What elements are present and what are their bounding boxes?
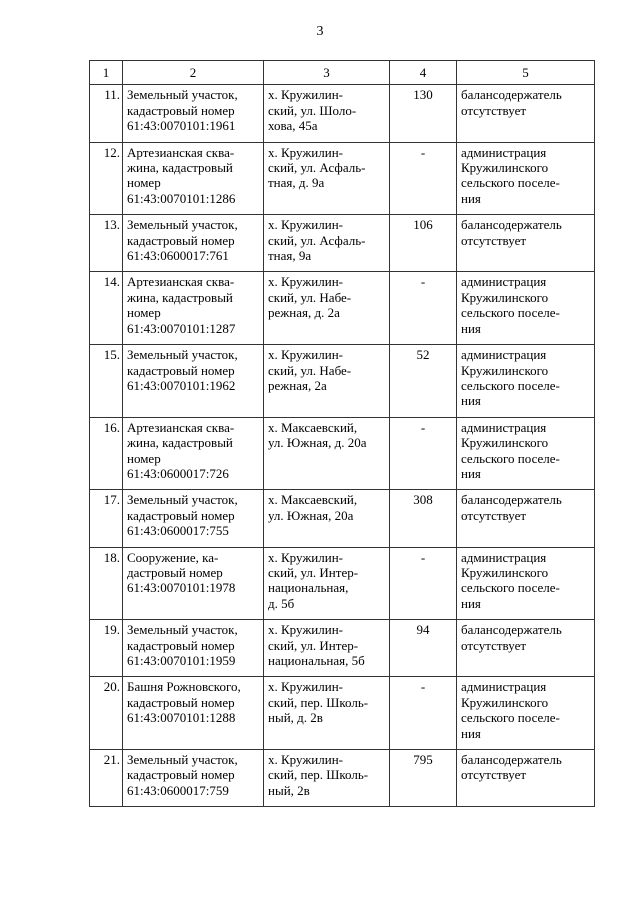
object-description: Земельный участок, кадастровый номер 61:43:0600017:755	[123, 490, 264, 547]
table-row	[90, 490, 595, 547]
object-address: х. Кружилин- ский, пер. Школь- ный, 2в	[264, 750, 390, 807]
object-address: х. Максаевский, ул. Южная, 20а	[264, 490, 390, 547]
object-area: -	[390, 142, 457, 215]
row-number: 21.	[90, 750, 123, 807]
row-number: 18.	[90, 547, 123, 620]
object-description: Земельный участок, кадастровый номер 61:43:0600017:759	[123, 750, 264, 807]
column-header: 4	[390, 61, 457, 85]
row-number: 17.	[90, 490, 123, 547]
table-row	[90, 272, 595, 345]
balance-holder: администрация Кружилинского сельского поселе- ния	[457, 547, 595, 620]
header-row	[90, 61, 595, 85]
table-row	[90, 547, 595, 620]
balance-holder: администрация Кружилинского сельского поселе- ния	[457, 417, 595, 490]
balance-holder: балансодержатель отсутствует	[457, 215, 595, 272]
object-area: -	[390, 547, 457, 620]
object-address: х. Кружилин- ский, пер. Школь- ный, д. 2в	[264, 677, 390, 750]
object-description: Земельный участок, кадастровый номер 61:43:0070101:1962	[123, 345, 264, 418]
object-description: Артезианская сква- жина, кадастровый номер 61:43:0600017:726	[123, 417, 264, 490]
object-area: 94	[390, 620, 457, 677]
balance-holder: балансодержатель отсутствует	[457, 750, 595, 807]
object-area: 130	[390, 85, 457, 142]
balance-holder: администрация Кружилинского сельского поселе- ния	[457, 272, 595, 345]
table-body	[90, 61, 595, 807]
object-address: х. Кружилин- ский, ул. Набе- режная, д. 2а	[264, 272, 390, 345]
table-row	[90, 677, 595, 750]
object-address: х. Максаевский, ул. Южная, д. 20а	[264, 417, 390, 490]
object-description: Земельный участок, кадастровый номер 61:43:0070101:1961	[123, 85, 264, 142]
balance-holder: администрация Кружилинского сельского поселе- ния	[457, 677, 595, 750]
object-address: х. Кружилин- ский, ул. Набе- режная, 2а	[264, 345, 390, 418]
object-area: 52	[390, 345, 457, 418]
row-number: 13.	[90, 215, 123, 272]
object-address: х. Кружилин- ский, ул. Асфаль- тная, 9а	[264, 215, 390, 272]
object-description: Башня Рожновского, кадастровый номер 61:43:0070101:1288	[123, 677, 264, 750]
object-description: Артезианская сква- жина, кадастровый номер 61:43:0070101:1287	[123, 272, 264, 345]
table-row	[90, 215, 595, 272]
balance-holder: балансодержатель отсутствует	[457, 620, 595, 677]
table-row	[90, 417, 595, 490]
object-description: Сооружение, ка- дастровый номер 61:43:0070101:1978	[123, 547, 264, 620]
row-number: 12.	[90, 142, 123, 215]
object-description: Земельный участок, кадастровый номер 61:43:0070101:1959	[123, 620, 264, 677]
page-number: 3	[316, 24, 324, 39]
object-address: х. Кружилин- ский, ул. Интер- национальная, д. 5б	[264, 547, 390, 620]
table-row	[90, 750, 595, 807]
column-header: 5	[457, 61, 595, 85]
object-description: Артезианская сква- жина, кадастровый номер 61:43:0070101:1286	[123, 142, 264, 215]
row-number: 16.	[90, 417, 123, 490]
column-header: 1	[90, 61, 123, 85]
balance-holder: администрация Кружилинского сельского поселе- ния	[457, 142, 595, 215]
column-header: 2	[123, 61, 264, 85]
row-number: 20.	[90, 677, 123, 750]
table-row	[90, 142, 595, 215]
column-header: 3	[264, 61, 390, 85]
object-area: -	[390, 417, 457, 490]
object-area: 795	[390, 750, 457, 807]
object-address: х. Кружилин- ский, ул. Асфаль- тная, д. 9а	[264, 142, 390, 215]
row-number: 15.	[90, 345, 123, 418]
row-number: 11.	[90, 85, 123, 142]
balance-holder: балансодержатель отсутствует	[457, 85, 595, 142]
balance-holder: администрация Кружилинского сельского поселе- ния	[457, 345, 595, 418]
object-address: х. Кружилин- ский, ул. Интер- национальная, 5б	[264, 620, 390, 677]
object-description: Земельный участок, кадастровый номер 61:43:0600017:761	[123, 215, 264, 272]
object-area: -	[390, 677, 457, 750]
table-row	[90, 620, 595, 677]
row-number: 19.	[90, 620, 123, 677]
object-area: 106	[390, 215, 457, 272]
object-area: -	[390, 272, 457, 345]
object-address: х. Кружилин- ский, ул. Шоло- хова, 45а	[264, 85, 390, 142]
property-table	[89, 60, 595, 807]
table-row	[90, 345, 595, 418]
object-area: 308	[390, 490, 457, 547]
row-number: 14.	[90, 272, 123, 345]
balance-holder: балансодержатель отсутствует	[457, 490, 595, 547]
table-row	[90, 85, 595, 142]
